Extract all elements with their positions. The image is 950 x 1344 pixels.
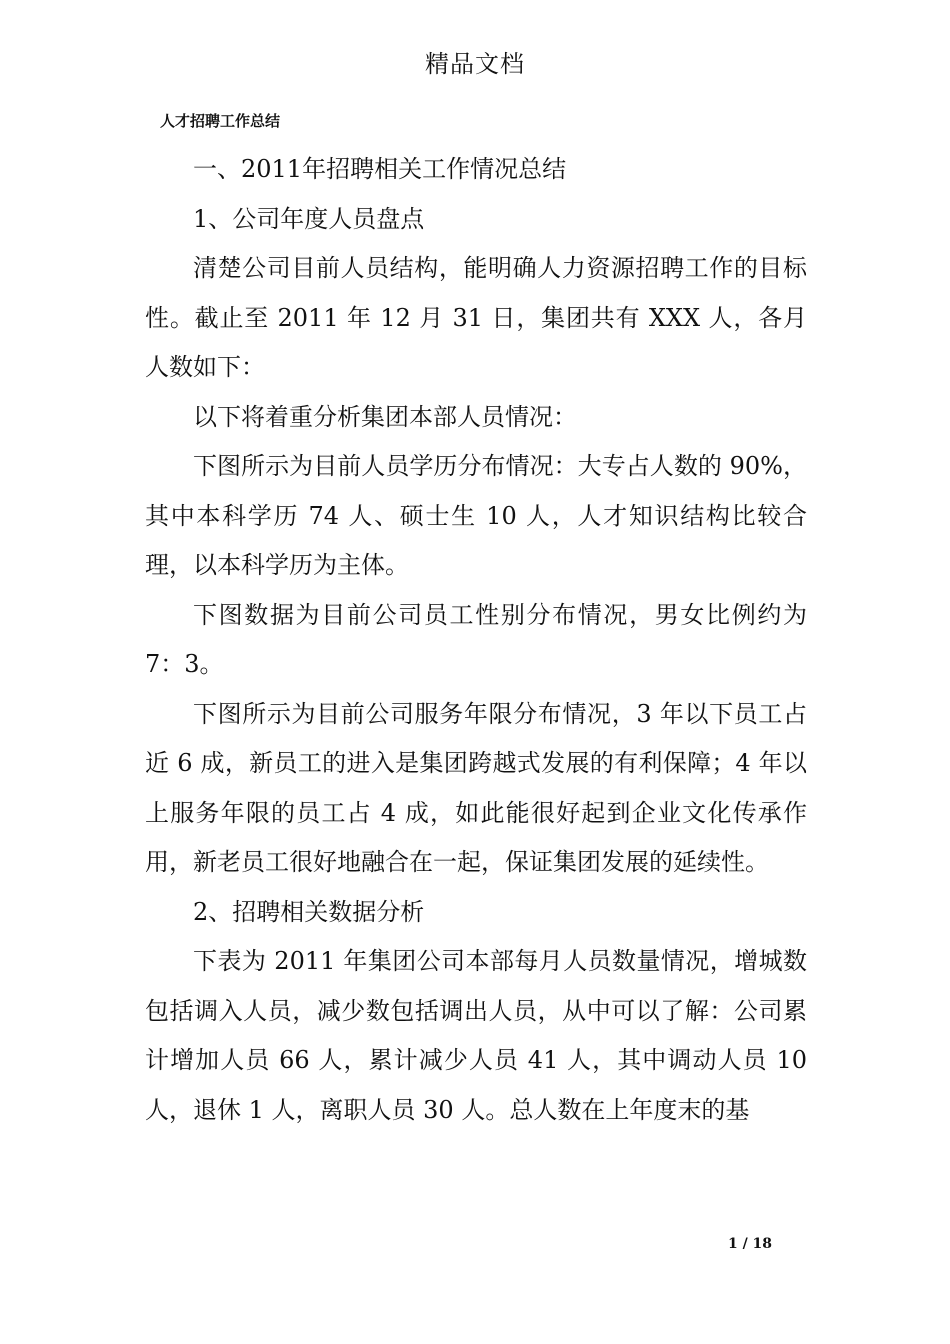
paragraph: 下图所示为目前公司服务年限分布情况，3 年以下员工占近 6 成，新员工的进入是集团跨越式发展的有利保障；4 年以上服务年限的员工占 4 成，如此能很好起到企业文化传承作用，新老员工很好地融合在一起，保证集团发展的延续性。 — [145, 699, 807, 876]
document-title: 人才招聘工作总结 — [160, 112, 281, 130]
section-heading: 一、2011年招聘相关工作情况总结 — [193, 155, 567, 183]
subsection-heading: 1、公司年度人员盘点 — [193, 204, 425, 233]
paragraph: 以下将着重分析集团本部人员情况： — [193, 402, 577, 431]
document-body — [145, 145, 807, 1135]
paragraph: 下表为 2011 年集团公司本部每月人员数量情况，增城数包括调入人员，减少数包括调出人员，从中可以了解：公司累计增加人员 66 人，累计减少人员 41 人，其中调动人员 10 人，退休 1 人，离职人员 30 人。总人数在上年度末的基 — [145, 947, 807, 1124]
page-number: 1 / 18 — [727, 1236, 773, 1252]
page-header: 精品文档 — [425, 50, 525, 78]
paragraph: 下图数据为目前公司员工性别分布情况，男女比例约为 7：3。 — [145, 600, 807, 678]
paragraph: 清楚公司目前人员结构，能明确人力资源招聘工作的目标性。截止至 2011 年 12 月 31 日，集团共有 XXX 人，各月人数如下： — [145, 254, 807, 381]
paragraph: 下图所示为目前人员学历分布情况：大专占人数的 90%，其中本科学历 74 人、硕士生 10 人，人才知识结构比较合理，以本科学历为主体。 — [145, 452, 807, 579]
subsection-heading: 2、招聘相关数据分析 — [193, 897, 425, 926]
